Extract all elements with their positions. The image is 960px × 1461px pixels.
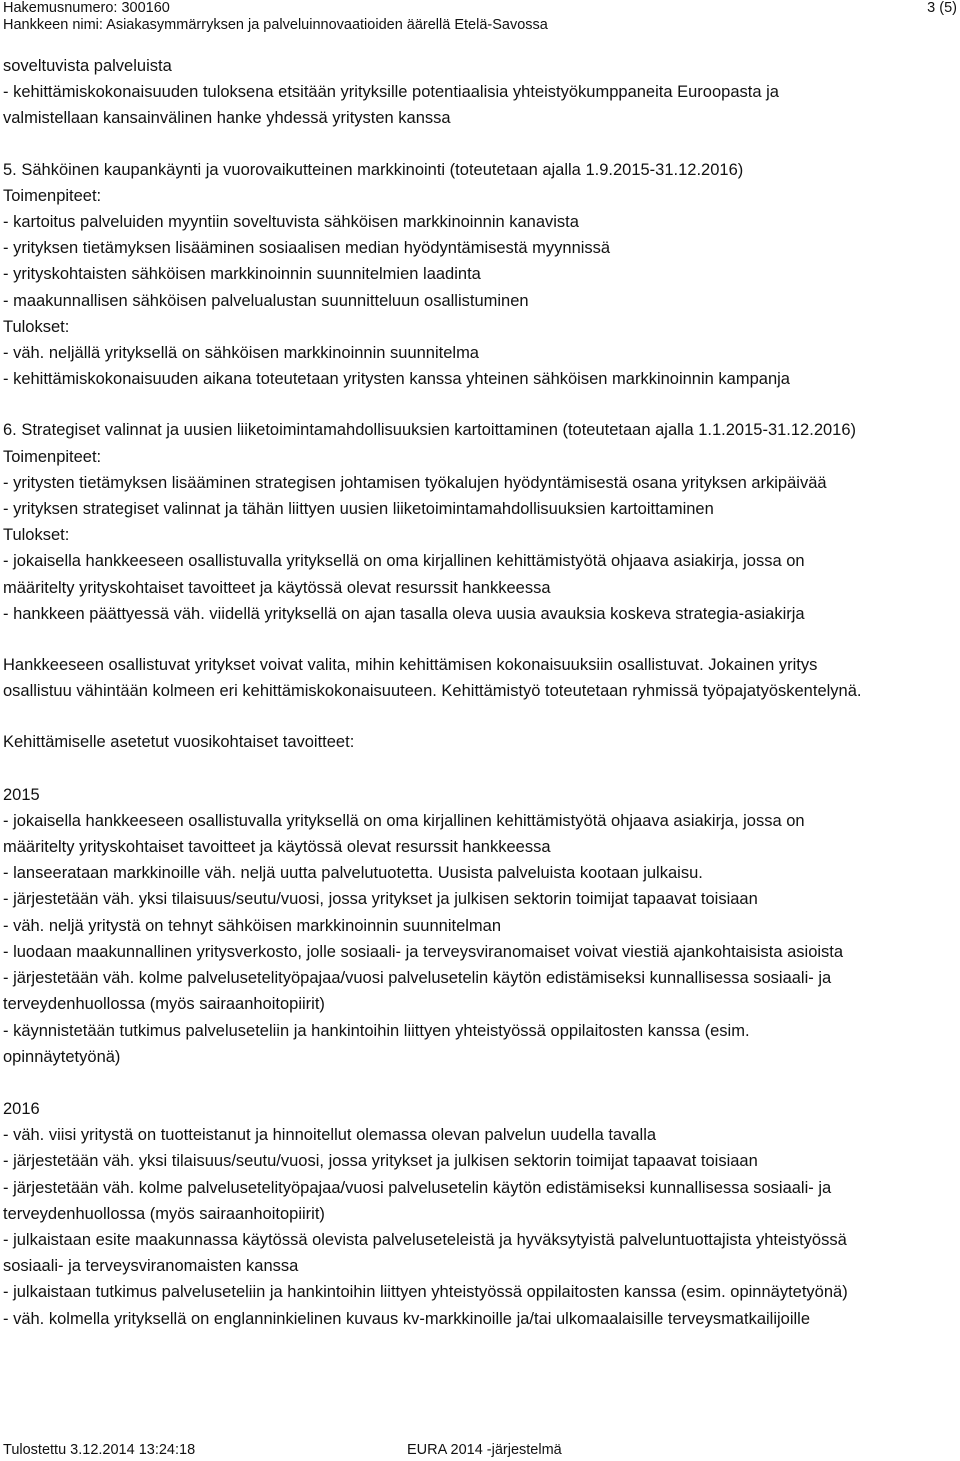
list-item: - väh. neljä yritystä on tehnyt sähköisen markkinoinnin suunnitelman bbox=[3, 916, 502, 935]
page-footer bbox=[3, 1439, 957, 1461]
text-line: valmistellaan kansainvälinen hanke yhdessä yritysten kanssa bbox=[3, 109, 451, 128]
list-item: - hankkeen päättyessä väh. viidellä yrityksellä on ajan tasalla oleva uusia avauksia koskeva strategia-asiakirja bbox=[3, 604, 805, 623]
list-item: - järjestetään väh. kolme palvelusetelityöpajaa/vuosi palvelusetelin käytön edistämiseksi kunnallisessa sosiaali- ja bbox=[3, 1178, 832, 1197]
list-item-continuation: määritelty yrityskohtaiset tavoitteet ja käytössä olevat resurssit hankkeessa bbox=[3, 578, 551, 597]
list-item: - järjestetään väh. yksi tilaisuus/seutu/vuosi, jossa yritykset ja julkisen sektorin toimijat tapaavat toisiaan bbox=[3, 890, 758, 909]
year-heading: 2016 bbox=[3, 1099, 40, 1118]
year-heading: 2015 bbox=[3, 785, 40, 804]
list-item: - yrityskohtaisten sähköisen markkinoinnin suunnitelmien laadinta bbox=[3, 265, 481, 284]
document-body bbox=[3, 53, 957, 1332]
list-item: - väh. neljällä yrityksellä on sähköisen markkinoinnin suunnitelma bbox=[3, 344, 479, 363]
list-item: - yrityksen tietämyksen lisääminen sosiaalisen median hyödyntämisestä myynnissä bbox=[3, 239, 611, 258]
list-item: - väh. kolmella yrityksellä on englanninkielinen kuvaus kv-markkinoille ja/tai ulkomaalaisille terveysmatkailijoille bbox=[3, 1309, 811, 1328]
list-item-continuation: opinnäytetyönä) bbox=[3, 1047, 121, 1066]
text-line: Hankkeeseen osallistuvat yritykset voivat valita, mihin kehittämisen kokonaisuuksiin osallistuvat. Jokainen yritys bbox=[3, 656, 818, 675]
list-item: - luodaan maakunnallinen yritysverkosto, jolle sosiaali- ja terveysviranomaiset voivat viestiä ajankohtaisista asioista bbox=[3, 942, 844, 961]
list-item: - maakunnallisen sähköisen palvelualustan suunnitteluun osallistuminen bbox=[3, 291, 529, 310]
paragraph-continuation bbox=[3, 53, 957, 132]
text-line: osallistuu vähintään kolmeen eri kehittämiskokonaisuuteen. Kehittämistyö toteutetaan ryhmissä työpajatyöskentelynä. bbox=[3, 682, 862, 701]
subheading-actions: Toimenpiteet: bbox=[3, 447, 102, 466]
section-heading: 5. Sähköinen kaupankäynti ja vuorovaikutteinen markkinointi (toteutetaan ajalla 1.9.2015-31.12.2016) bbox=[3, 160, 744, 179]
list-item-continuation: sosiaali- ja terveysviranomaisten kanssa bbox=[3, 1257, 299, 1276]
section-heading: 6. Strategiset valinnat ja uusien liiketoimintamahdollisuuksien kartoittaminen (toteutetaan ajalla 1.1.2015-31.12.2016) bbox=[3, 421, 857, 440]
text-line: soveltuvista palveluista bbox=[3, 57, 172, 75]
list-item: - yritysten tietämyksen lisääminen strategisen johtamisen työkalujen hyödyntämisestä osana yrityksen arkipäivää bbox=[3, 473, 827, 492]
list-item: - yrityksen strategiset valinnat ja tähän liittyen uusien liiketoimintamahdollisuuksien kartoittaminen bbox=[3, 500, 714, 519]
text-line: Kehittämiselle asetetut vuosikohtaiset tavoitteet: bbox=[3, 733, 355, 752]
list-item: - järjestetään väh. kolme palvelusetelityöpajaa/vuosi palvelusetelin käytön edistämiseksi kunnallisessa sosiaali- ja bbox=[3, 969, 832, 988]
list-item: - julkaistaan esite maakunnassa käytössä olevista palveluseteleistä ja hyväksytyistä palveluntuottajista yhteistyössä bbox=[3, 1230, 847, 1249]
list-item: - järjestetään väh. yksi tilaisuus/seutu/vuosi, jossa yritykset ja julkisen sektorin toimijat tapaavat toisiaan bbox=[3, 1152, 758, 1171]
text-line: - kehittämiskokonaisuuden tuloksena etsitään yrityksille potentiaalisia yhteistyökumppaneita Euroopasta ja bbox=[3, 83, 779, 102]
goals-2016 bbox=[3, 1096, 957, 1332]
section-5 bbox=[3, 157, 957, 393]
list-item-continuation: terveydenhuollossa (myös sairaanhoitopiirit) bbox=[3, 995, 325, 1014]
application-number: Hakemusnumero: 300160 bbox=[3, 0, 170, 16]
subheading-actions: Toimenpiteet: bbox=[3, 186, 102, 205]
system-name: EURA 2014 -järjestelmä bbox=[407, 1442, 562, 1458]
list-item-continuation: määritelty yrityskohtaiset tavoitteet ja käytössä olevat resurssit hankkeessa bbox=[3, 838, 551, 857]
list-item: - lanseerataan markkinoille väh. neljä uutta palvelutuotetta. Uusista palveluista kootaan julkaisu. bbox=[3, 864, 703, 883]
list-item: - kartoitus palveluiden myyntiin soveltuvista sähköisen markkinoinnin kanavista bbox=[3, 213, 579, 232]
list-item: - jokaisella hankkeeseen osallistuvalla yrityksellä on oma kirjallinen kehittämistyötä ohjaava asiakirja, jossa on bbox=[3, 811, 805, 830]
subheading-results: Tulokset: bbox=[3, 526, 70, 545]
page-number: 3 (5) bbox=[927, 0, 957, 16]
annual-goals-heading bbox=[3, 729, 957, 755]
list-item-continuation: terveydenhuollossa (myös sairaanhoitopiirit) bbox=[3, 1204, 325, 1223]
goals-2015 bbox=[3, 782, 957, 1070]
participation-paragraph bbox=[3, 652, 957, 704]
list-item: - julkaistaan tutkimus palveluseteliin ja hankintoihin liittyen yhteistyössä oppilaitosten kanssa (esim. opinnäytetyönä) bbox=[3, 1283, 848, 1302]
subheading-results: Tulokset: bbox=[3, 317, 70, 336]
project-name: Hankkeen nimi: Asiakasymmärryksen ja palveluinnovaatioiden äärellä Etelä-Savossa bbox=[3, 17, 548, 33]
page-header bbox=[3, 0, 957, 40]
list-item: - käynnistetään tutkimus palveluseteliin ja hankintoihin liittyen yhteistyössä oppilaitosten kanssa (esim. bbox=[3, 1021, 750, 1040]
list-item: - kehittämiskokonaisuuden aikana toteutetaan yritysten kanssa yhteinen sähköisen markkinoinnin kampanja bbox=[3, 370, 790, 389]
printed-timestamp: Tulostettu 3.12.2014 13:24:18 bbox=[3, 1442, 196, 1458]
list-item: - väh. viisi yritystä on tuotteistanut ja hinnoitellut olemassa olevan palvelun uudella tavalla bbox=[3, 1126, 657, 1145]
list-item: - jokaisella hankkeeseen osallistuvalla yrityksellä on oma kirjallinen kehittämistyötä ohjaava asiakirja, jossa on bbox=[3, 552, 805, 571]
section-6 bbox=[3, 417, 957, 627]
